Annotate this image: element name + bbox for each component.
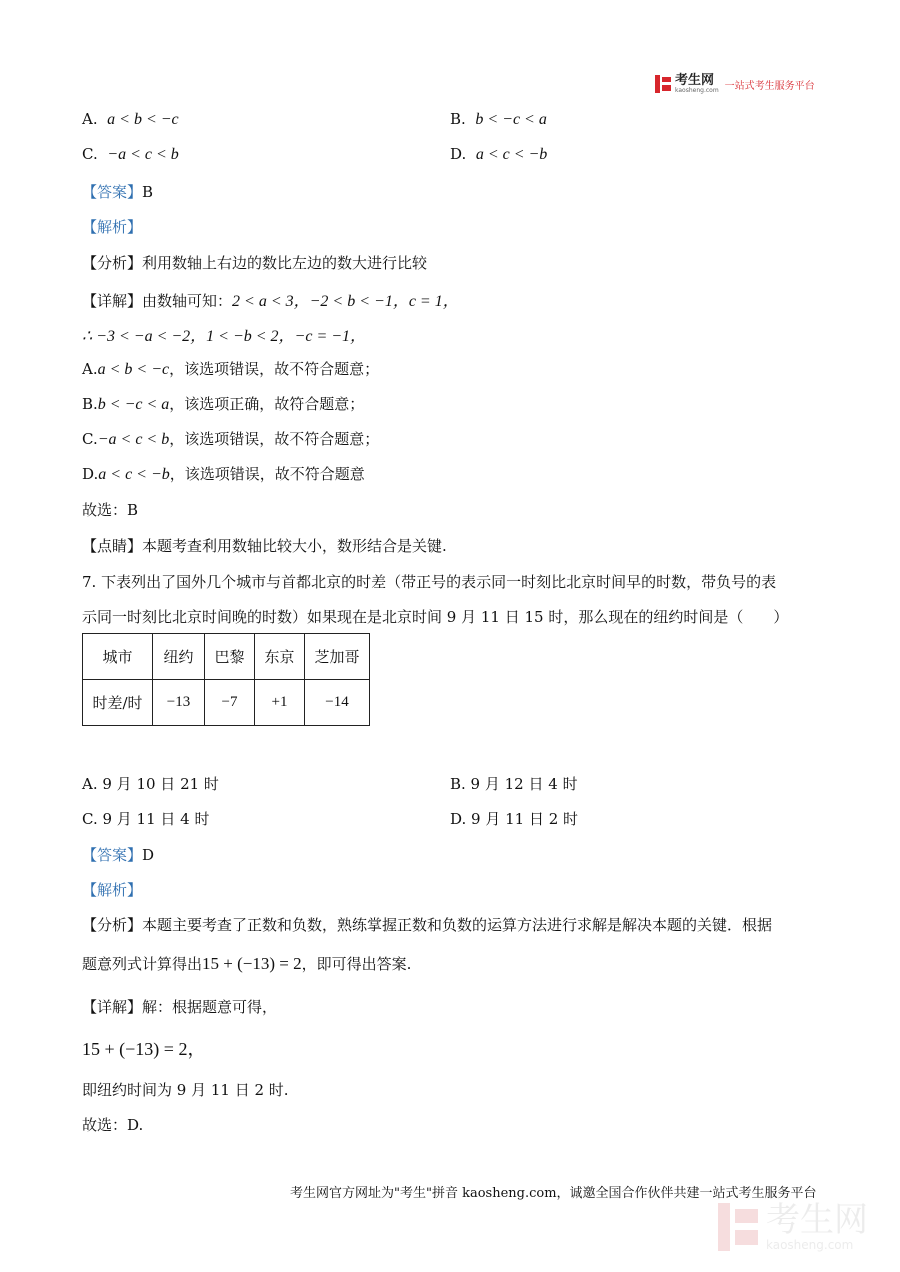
q6-option-c (82, 145, 179, 164)
q6-option-b (450, 110, 547, 129)
q6-dianjing (82, 535, 447, 556)
q7-fenxi-line1 (82, 914, 772, 935)
logo-name: 考生网 (675, 72, 715, 88)
q7-option-d: D. 9 月 11 日 2 时 (450, 810, 579, 828)
table-cell: +1 (255, 680, 305, 726)
kaosheng-logo-icon (655, 75, 671, 93)
q7-fenxi-line2-math: 15 + (−13) = 2 (202, 954, 302, 973)
q6-option-c-expr: −a < c < b (107, 146, 179, 163)
q6-check-b-expr: b < −c < a (97, 396, 170, 413)
watermark-text-block (766, 1202, 868, 1252)
table-cell: −7 (205, 680, 255, 726)
q7-answer-tag: 【答案】 (82, 846, 143, 864)
q6-check-d-expr: a < c < −b (98, 466, 170, 483)
q6-option-d-expr: a < c < −b (475, 146, 548, 163)
q6-check-d-label: D. (82, 465, 99, 483)
table-row (83, 680, 370, 726)
table-cell: 芝加哥 (305, 634, 370, 680)
q6-xiangjie-prefix: 由数轴可知： (142, 292, 233, 310)
q7-stem-line2: 示同一时刻比北京时间晚的时数）如果现在是北京时间 9 月 11 日 15 时，那么现在的纽约时间是（ ） (82, 608, 789, 626)
q6-analysis-tag: 【解析】 (82, 218, 143, 236)
q6-option-a (82, 110, 179, 129)
table-cell: 纽约 (153, 634, 205, 680)
q6-dianjing-text: 本题考查利用数轴比较大小，数形结合是关键. (142, 537, 447, 555)
q7-xiangjie-tag: 【详解】 (82, 998, 143, 1016)
q6-fenxi-tag: 【分析】 (82, 254, 143, 272)
watermark-name: 考生网 (766, 1200, 868, 1240)
q7-answer (82, 844, 154, 865)
q7-conclusion: 故选：D. (82, 1116, 144, 1134)
header-slogan: 一站式考生服务平台 (724, 80, 815, 92)
q6-dianjing-tag: 【点睛】 (82, 537, 143, 555)
q7-equation: 15 + (−13) = 2， (82, 1039, 206, 1059)
q6-check-a-text: ，该选项错误，故不符合题意； (169, 360, 380, 378)
q7-xiangjie-text: 解：根据题意可得， (142, 998, 278, 1016)
q6-check-a-label: A. (82, 360, 98, 378)
q6-option-d (450, 145, 547, 164)
q6-line2: ∴ −3 < −a < −2，1 < −b < 2，−c = −1， (82, 328, 367, 345)
q6-check-b-text: ，该选项正确，故符合题意； (169, 395, 365, 413)
table-cell: −14 (305, 680, 370, 726)
q6-conclusion: 故选：B (82, 501, 139, 519)
q7-fenxi-text: 本题主要考查了正数和负数，熟练掌握正数和负数的运算方法进行求解是解决本题的关键．根据 (142, 916, 773, 934)
q6-option-b-label: B. (450, 110, 466, 128)
q6-xiangjie (82, 288, 459, 311)
q7-result: 即纽约时间为 9 月 11 日 2 时. (82, 1081, 289, 1099)
q6-check-c-text: ，该选项错误，故不符合题意； (169, 430, 380, 448)
table-cell: 东京 (255, 634, 305, 680)
q6-check-c-label: C. (82, 430, 98, 448)
q7-fenxi-line2-suffix: ，即可得出答案. (301, 955, 412, 973)
q6-check-a (82, 358, 379, 379)
q6-xiangjie-math: 2 < a < 3，−2 < b < −1，c = 1， (232, 293, 459, 310)
q7-option-c: C. 9 月 11 日 4 时 (82, 810, 210, 828)
q7-option-b: B. 9 月 12 日 4 时 (450, 775, 578, 793)
watermark-sub: kaosheng.com (766, 1238, 854, 1252)
logo-sub: kaosheng.com (675, 86, 719, 94)
logo-text-block (675, 72, 719, 94)
q6-check-c (82, 428, 379, 449)
q7-option-a: A. 9 月 10 日 21 时 (82, 775, 219, 793)
footer-text: 考生网官方网址为"考生"拼音 kaosheng.com，诚邀全国合作伙伴共建一站式考生服务平台 (290, 1186, 817, 1201)
q6-fenxi-text: 利用数轴上右边的数比左边的数大进行比较 (142, 254, 428, 272)
watermark (718, 1202, 868, 1252)
table-cell: 巴黎 (205, 634, 255, 680)
q7-fenxi-line2-prefix: 题意列式计算得出 (82, 955, 203, 973)
q6-answer-value: B (142, 183, 154, 201)
q7-fenxi-tag: 【分析】 (82, 916, 143, 934)
q6-option-b-expr: b < −c < a (475, 111, 547, 128)
q6-check-d (82, 463, 365, 484)
table-cell: 时差/时 (83, 680, 153, 726)
q7-analysis-tag: 【解析】 (82, 881, 143, 899)
q6-xiangjie-tag: 【详解】 (82, 292, 143, 310)
table-cell: 城市 (83, 634, 153, 680)
q7-stem-line1: 7. 下表列出了国外几个城市与首都北京的时差（带正号的表示同一时刻比北京时间早的时数，带负号的表 (82, 573, 777, 591)
q7-fenxi-line2 (82, 953, 411, 974)
q7-answer-value: D (142, 846, 155, 864)
watermark-logo-icon (718, 1203, 758, 1251)
q6-option-a-label: A. (82, 110, 98, 128)
q6-option-d-label: D. (450, 145, 467, 163)
table-cell: −13 (153, 680, 205, 726)
q6-option-c-label: C. (82, 145, 98, 163)
q6-check-b-label: B. (82, 395, 98, 413)
q7-timezone-table (82, 633, 370, 726)
q6-option-a-expr: a < b < −c (107, 111, 179, 128)
q6-check-a-expr: a < b < −c (97, 361, 170, 378)
header-logo (655, 74, 815, 94)
q6-check-c-expr: −a < c < b (97, 431, 170, 448)
q7-xiangjie (82, 996, 277, 1017)
q6-check-b (82, 393, 364, 414)
q6-check-d-text: ，该选项错误，故不符合题意 (169, 465, 365, 483)
table-row (83, 634, 370, 680)
q6-fenxi (82, 252, 427, 273)
q6-answer-tag: 【答案】 (82, 183, 143, 201)
q6-answer (82, 181, 153, 202)
